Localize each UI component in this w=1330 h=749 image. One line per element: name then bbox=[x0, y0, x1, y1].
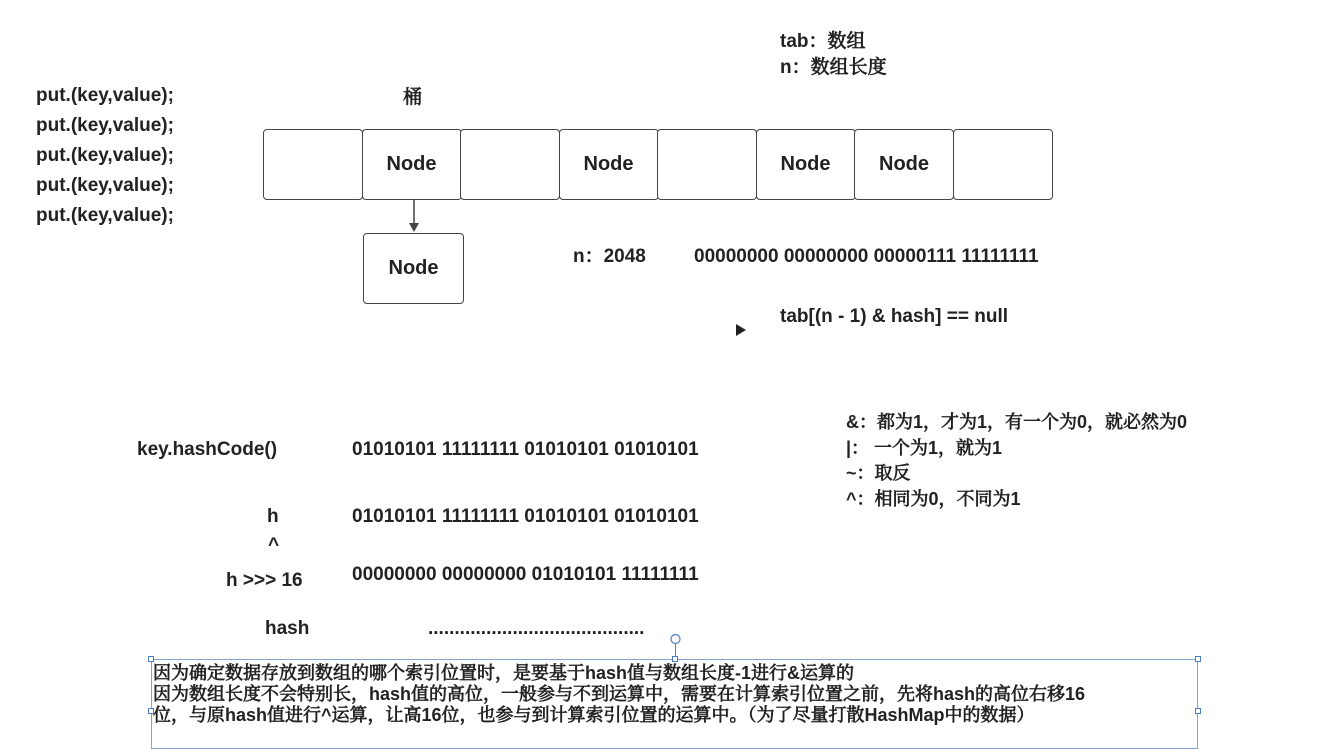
xor-symbol: ^ bbox=[268, 535, 280, 556]
bucket-cell[interactable]: Node bbox=[756, 129, 856, 200]
bucket-cell[interactable]: Node bbox=[362, 129, 462, 200]
bucket-cell[interactable]: Node bbox=[559, 129, 659, 200]
resize-handle[interactable] bbox=[672, 656, 678, 662]
note-line: 位，与原hash值进行^运算，让高16位，也参与到计算索引位置的运算中。（为了尽量打散HashMap中的数据） bbox=[153, 705, 1035, 725]
h-label: h bbox=[267, 506, 279, 527]
operator-rules bbox=[846, 412, 1187, 514]
chain-arrow bbox=[400, 199, 428, 235]
put-call: put.(key,value); bbox=[36, 85, 174, 106]
n-binary: 00000000 00000000 00000111 11111111 bbox=[694, 246, 1039, 267]
legend bbox=[780, 32, 887, 84]
put-call: put.(key,value); bbox=[36, 205, 174, 226]
hash-result: ......................................... bbox=[428, 618, 645, 639]
explanation-note[interactable] bbox=[153, 663, 1085, 726]
bucket-array bbox=[263, 129, 1051, 200]
operator-and: &：都为1，才为1，有一个为0，就必然为0 bbox=[846, 412, 1188, 432]
play-icon bbox=[735, 323, 747, 337]
bucket-cell[interactable]: Node bbox=[854, 129, 954, 200]
operator-or: |： 一个为1，就为1 bbox=[846, 437, 1003, 458]
hashcode-bits: 01010101 11111111 01010101 01010101 bbox=[352, 439, 699, 460]
legend-tab: tab：数组 bbox=[780, 31, 866, 52]
put-call: put.(key,value); bbox=[36, 175, 174, 196]
operator-xor: ^：相同为0，不同为1 bbox=[846, 488, 1021, 509]
shift-label: h >>> 16 bbox=[226, 570, 303, 591]
put-calls bbox=[36, 84, 174, 234]
shift-bits: 00000000 00000000 01010101 11111111 bbox=[352, 564, 699, 585]
put-call: put.(key,value); bbox=[36, 145, 174, 166]
bucket-cell[interactable] bbox=[263, 129, 363, 200]
note-line: 因为确定数据存放到数组的哪个索引位置时，是要基于hash值与数组长度-1进行&运算的 bbox=[153, 663, 855, 683]
resize-handle[interactable] bbox=[1195, 656, 1201, 662]
bucket-label: 桶 bbox=[403, 87, 423, 108]
chained-node[interactable]: Node bbox=[363, 233, 464, 304]
hash-label: hash bbox=[265, 618, 310, 639]
bucket-cell[interactable] bbox=[953, 129, 1053, 200]
bucket-cell[interactable] bbox=[460, 129, 560, 200]
h-bits: 01010101 11111111 01010101 01010101 bbox=[352, 506, 699, 527]
bucket-cell[interactable] bbox=[657, 129, 757, 200]
put-call: put.(key,value); bbox=[36, 115, 174, 136]
operator-not: ~：取反 bbox=[846, 463, 911, 483]
hashcode-label: key.hashCode() bbox=[137, 439, 278, 460]
resize-handle[interactable] bbox=[148, 656, 154, 662]
n-value-label: n：2048 bbox=[573, 246, 646, 267]
index-expression: tab[(n - 1) & hash] == null bbox=[780, 306, 1009, 327]
note-line: 因为数组长度不会特别长，hash值的高位，一般参与不到运算中，需要在计算索引位置之前，先将hash的高位右移16 bbox=[153, 684, 1086, 704]
resize-handle[interactable] bbox=[1195, 708, 1201, 714]
legend-n: n：数组长度 bbox=[780, 57, 887, 78]
